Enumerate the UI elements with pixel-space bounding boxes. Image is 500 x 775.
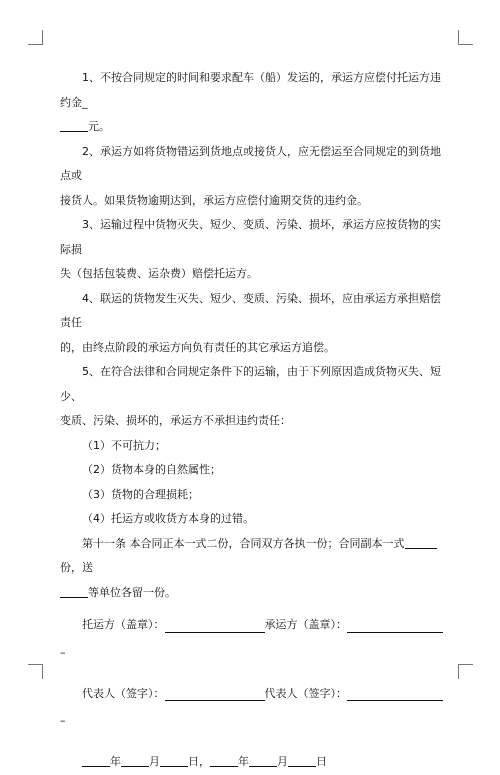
document-body <box>60 66 444 775</box>
year-blank-2[interactable] <box>210 752 238 767</box>
recipient-units-blank[interactable] <box>60 583 88 598</box>
clause-1-text: 1、不按合同规定的时间和要求配车（船）发运的，承运方应偿付托运方违约金_ <box>60 71 441 109</box>
day-label-1: 日， <box>188 755 210 768</box>
article-11-cont <box>60 581 444 606</box>
year-label-1: 年 <box>110 755 121 768</box>
rep2-sign-field[interactable] <box>347 686 443 701</box>
clause-2-cont <box>60 189 444 214</box>
month-label-2: 月 <box>277 755 288 768</box>
signature-row <box>82 682 444 707</box>
copy-count-blank[interactable] <box>405 534 437 549</box>
clause-2-line-2: 接货人。如果货物逾期达到，承运方应偿付逾期交货的违约金。 <box>60 193 368 207</box>
year-label-2: 年 <box>238 755 249 768</box>
clause-2-line-1: 2、承运方如将货物错运到货地点或接货人，应无偿运至合同规定的到货地点或 <box>60 144 441 182</box>
clause-4-line-1: 4、联运的货物发生灭失、短少、变质、污染、损坏，应由承运方承担赔偿责任 <box>60 291 441 329</box>
crop-mark-top-right <box>458 30 473 45</box>
clause-4-line-2: 的，由终点阶段的承运方向负有责任的其它承运方追偿。 <box>60 340 335 354</box>
crop-mark-bottom-right <box>458 664 473 679</box>
exemption-item-1: （1）不可抗力； <box>82 438 166 452</box>
shipper-stamp-field[interactable] <box>165 618 265 633</box>
carrier-stamp-label: 承运方（盖章）： <box>264 618 347 631</box>
crop-mark-top-left <box>28 30 43 45</box>
dash-mark-1: – <box>60 645 66 659</box>
stamp-row <box>82 613 444 638</box>
rep1-sign-field[interactable] <box>165 686 265 701</box>
article-11-text: 第十一条 本合同正本一式二份，合同双方各执一份；合同副本一式 <box>82 536 405 550</box>
dash-mark-2: – <box>60 714 66 727</box>
exemption-item-2: （2）货物本身的自然属性； <box>82 463 221 476</box>
rep1-sign-label: 代表人（签字）： <box>82 686 165 700</box>
rep2-sign-label: 代表人（签字）： <box>264 686 347 700</box>
clause-3 <box>60 213 444 262</box>
clause-4 <box>60 287 444 336</box>
date-line <box>82 750 444 775</box>
penalty-amount-blank[interactable] <box>60 117 88 132</box>
month-blank-2[interactable] <box>249 752 277 767</box>
crop-mark-bottom-left <box>28 664 43 679</box>
clause-1-unit: 元。 <box>88 120 110 133</box>
exemption-item-3: （3）货物的合理损耗； <box>82 487 199 501</box>
article-11 <box>60 532 444 581</box>
clause-3-line-2: 失（包括包装费、运杂费）赔偿托运方。 <box>60 267 258 280</box>
exemption-item-4: （4）托运方或收货方本身的过错。 <box>82 512 254 525</box>
article-11-end: 等单位各留一份。 <box>88 585 176 599</box>
clause-1 <box>60 66 444 115</box>
clause-5 <box>60 360 444 409</box>
day-blank-1[interactable] <box>160 752 188 767</box>
article-11-unit: 份，送 <box>60 561 93 574</box>
clause-2 <box>60 140 444 189</box>
clause-4-cont <box>60 336 444 361</box>
clause-1-cont <box>60 115 444 140</box>
clause-5-line-1: 5、在符合法律和合同规定条件下的运输，由于下列原因造成货物灭失、短少、 <box>60 365 441 403</box>
carrier-stamp-field[interactable] <box>347 618 443 633</box>
clause-5-cont <box>60 409 444 434</box>
month-label-1: 月 <box>149 755 160 768</box>
day-label-2: 日 <box>316 755 327 768</box>
clause-3-line-1: 3、运输过程中货物灭失、短少、变质、污染、损坏，承运方应按货物的实际损 <box>60 218 441 256</box>
clause-3-cont <box>60 262 444 287</box>
day-blank-2[interactable] <box>288 752 316 767</box>
clause-5-line-2: 变质、污染、损坏的，承运方不承担违约责任： <box>60 414 291 427</box>
shipper-stamp-label: 托运方（盖章）： <box>82 618 165 631</box>
month-blank-1[interactable] <box>121 752 149 767</box>
year-blank-1[interactable] <box>82 752 110 767</box>
